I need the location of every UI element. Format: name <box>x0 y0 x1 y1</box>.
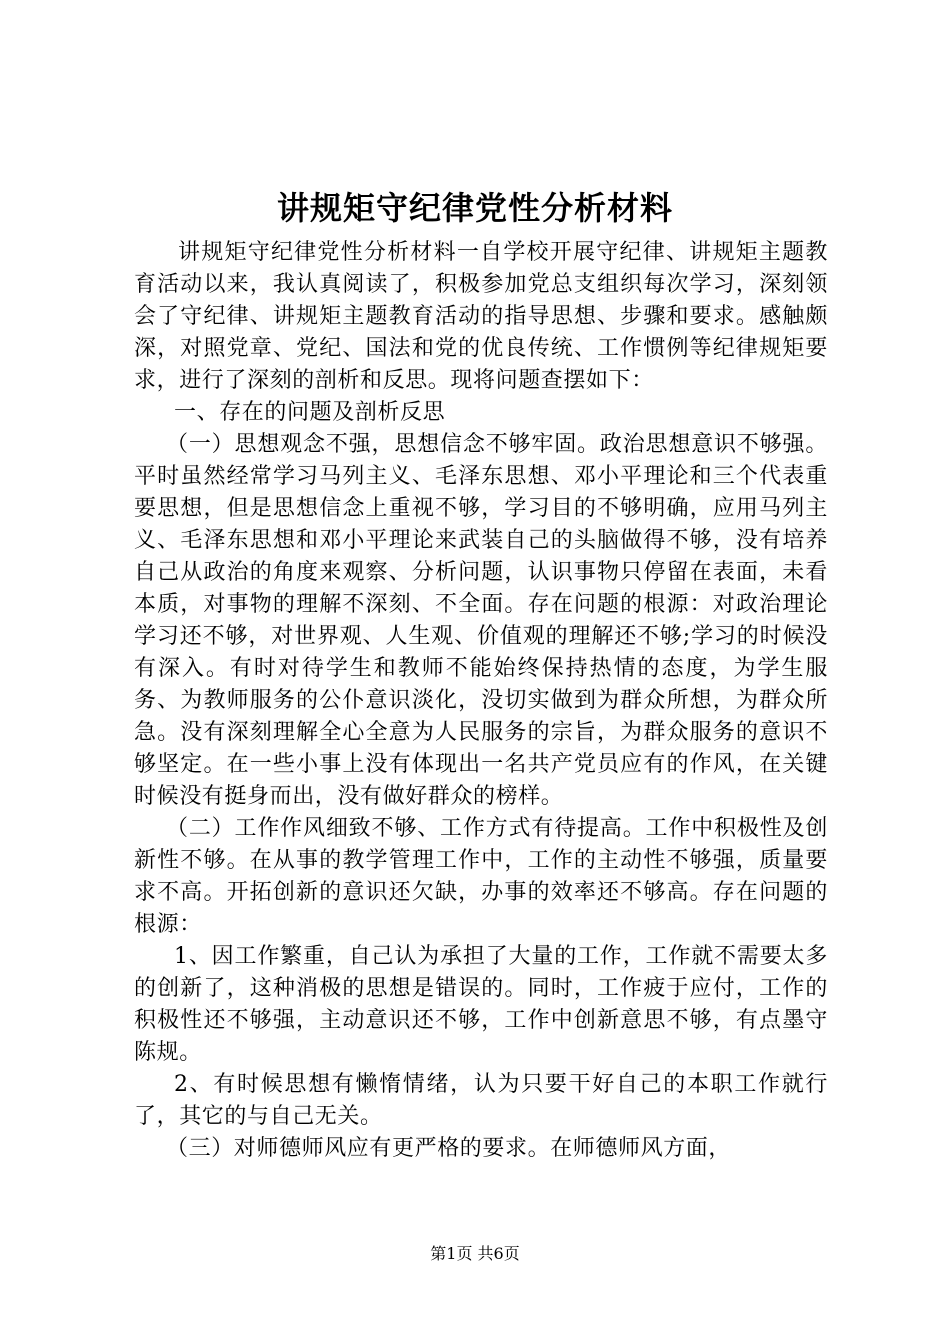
paragraph-item-1: 1、因工作繁重，自己认为承担了大量的工作，工作就不需要太多的创新了，这种消极的思想是错误的。同时，工作疲于应付，工作的积极性还不够强，主动意识还不够，工作中创新意思不够，有点墨守陈规。 <box>134 944 828 1065</box>
document-title: 讲规矩守纪律党性分析材料 <box>276 189 673 227</box>
page-footer: 第1页 共6页 <box>430 1244 520 1263</box>
paragraph-section-1: （一）思想观念不强，思想信念不够牢固。政治思想意识不够强。平时虽然经常学习马列主义、毛泽东思想、邓小平理论和三个代表重要思想，但是思想信念上重视不够，学习目的不够明确，应用马列主义、毛泽东思想和邓小平理论来武装自己的头脑做得不够，没有培养自己从政治的角度来观察、分析问题，认识事物只停留在表面，未看本质，对事物的理解不深刻、不全面。存在问题的根源：对政治理论学习还不够，对世界观、人生观、价值观的理解还不够;学习的时候没有深入。有时对待学生和教师不能始终保持热情的态度，为学生服务、为教师服务的公仆意识淡化，没切实做到为群众所想，为群众所急。没有深刻理解全心全意为人民服务的宗旨，为群众服务的意识不够坚定。在一些小事上没有体现出一名共产党员应有的作风，在关键时候没有挺身而出，没有做好群众的榜样。 <box>134 432 828 809</box>
paragraph-item-2: 2、有时候思想有懒惰情绪，认为只要干好自己的本职工作就行了，其它的与自己无关。 <box>134 1072 828 1129</box>
paragraph-intro: 讲规矩守纪律党性分析材料一自学校开展守纪律、讲规矩主题教育活动以来，我认真阅读了，积极参加党总支组织每次学习，深刻领会了守纪律、讲规矩主题教育活动的指导思想、步骤和要求。感触颇深，对照党章、党纪、国法和党的优良传统、工作惯例等纪律规矩要求，进行了深刻的剖析和反思。现将问题查摆如下： <box>134 240 828 393</box>
document-body <box>134 237 828 1165</box>
paragraph-section-3: （三）对师德师风应有更严格的要求。在师德师风方面， <box>166 1136 732 1161</box>
section-heading: 一、存在的问题及剖析反思 <box>174 400 446 425</box>
paragraph-section-2: （二）工作作风细致不够、工作方式有待提高。工作中积极性及创新性不够。在从事的教学管理工作中，工作的主动性不够强，质量要求不高。开拓创新的意识还欠缺，办事的效率还不够高。存在问题的根源： <box>134 816 828 937</box>
